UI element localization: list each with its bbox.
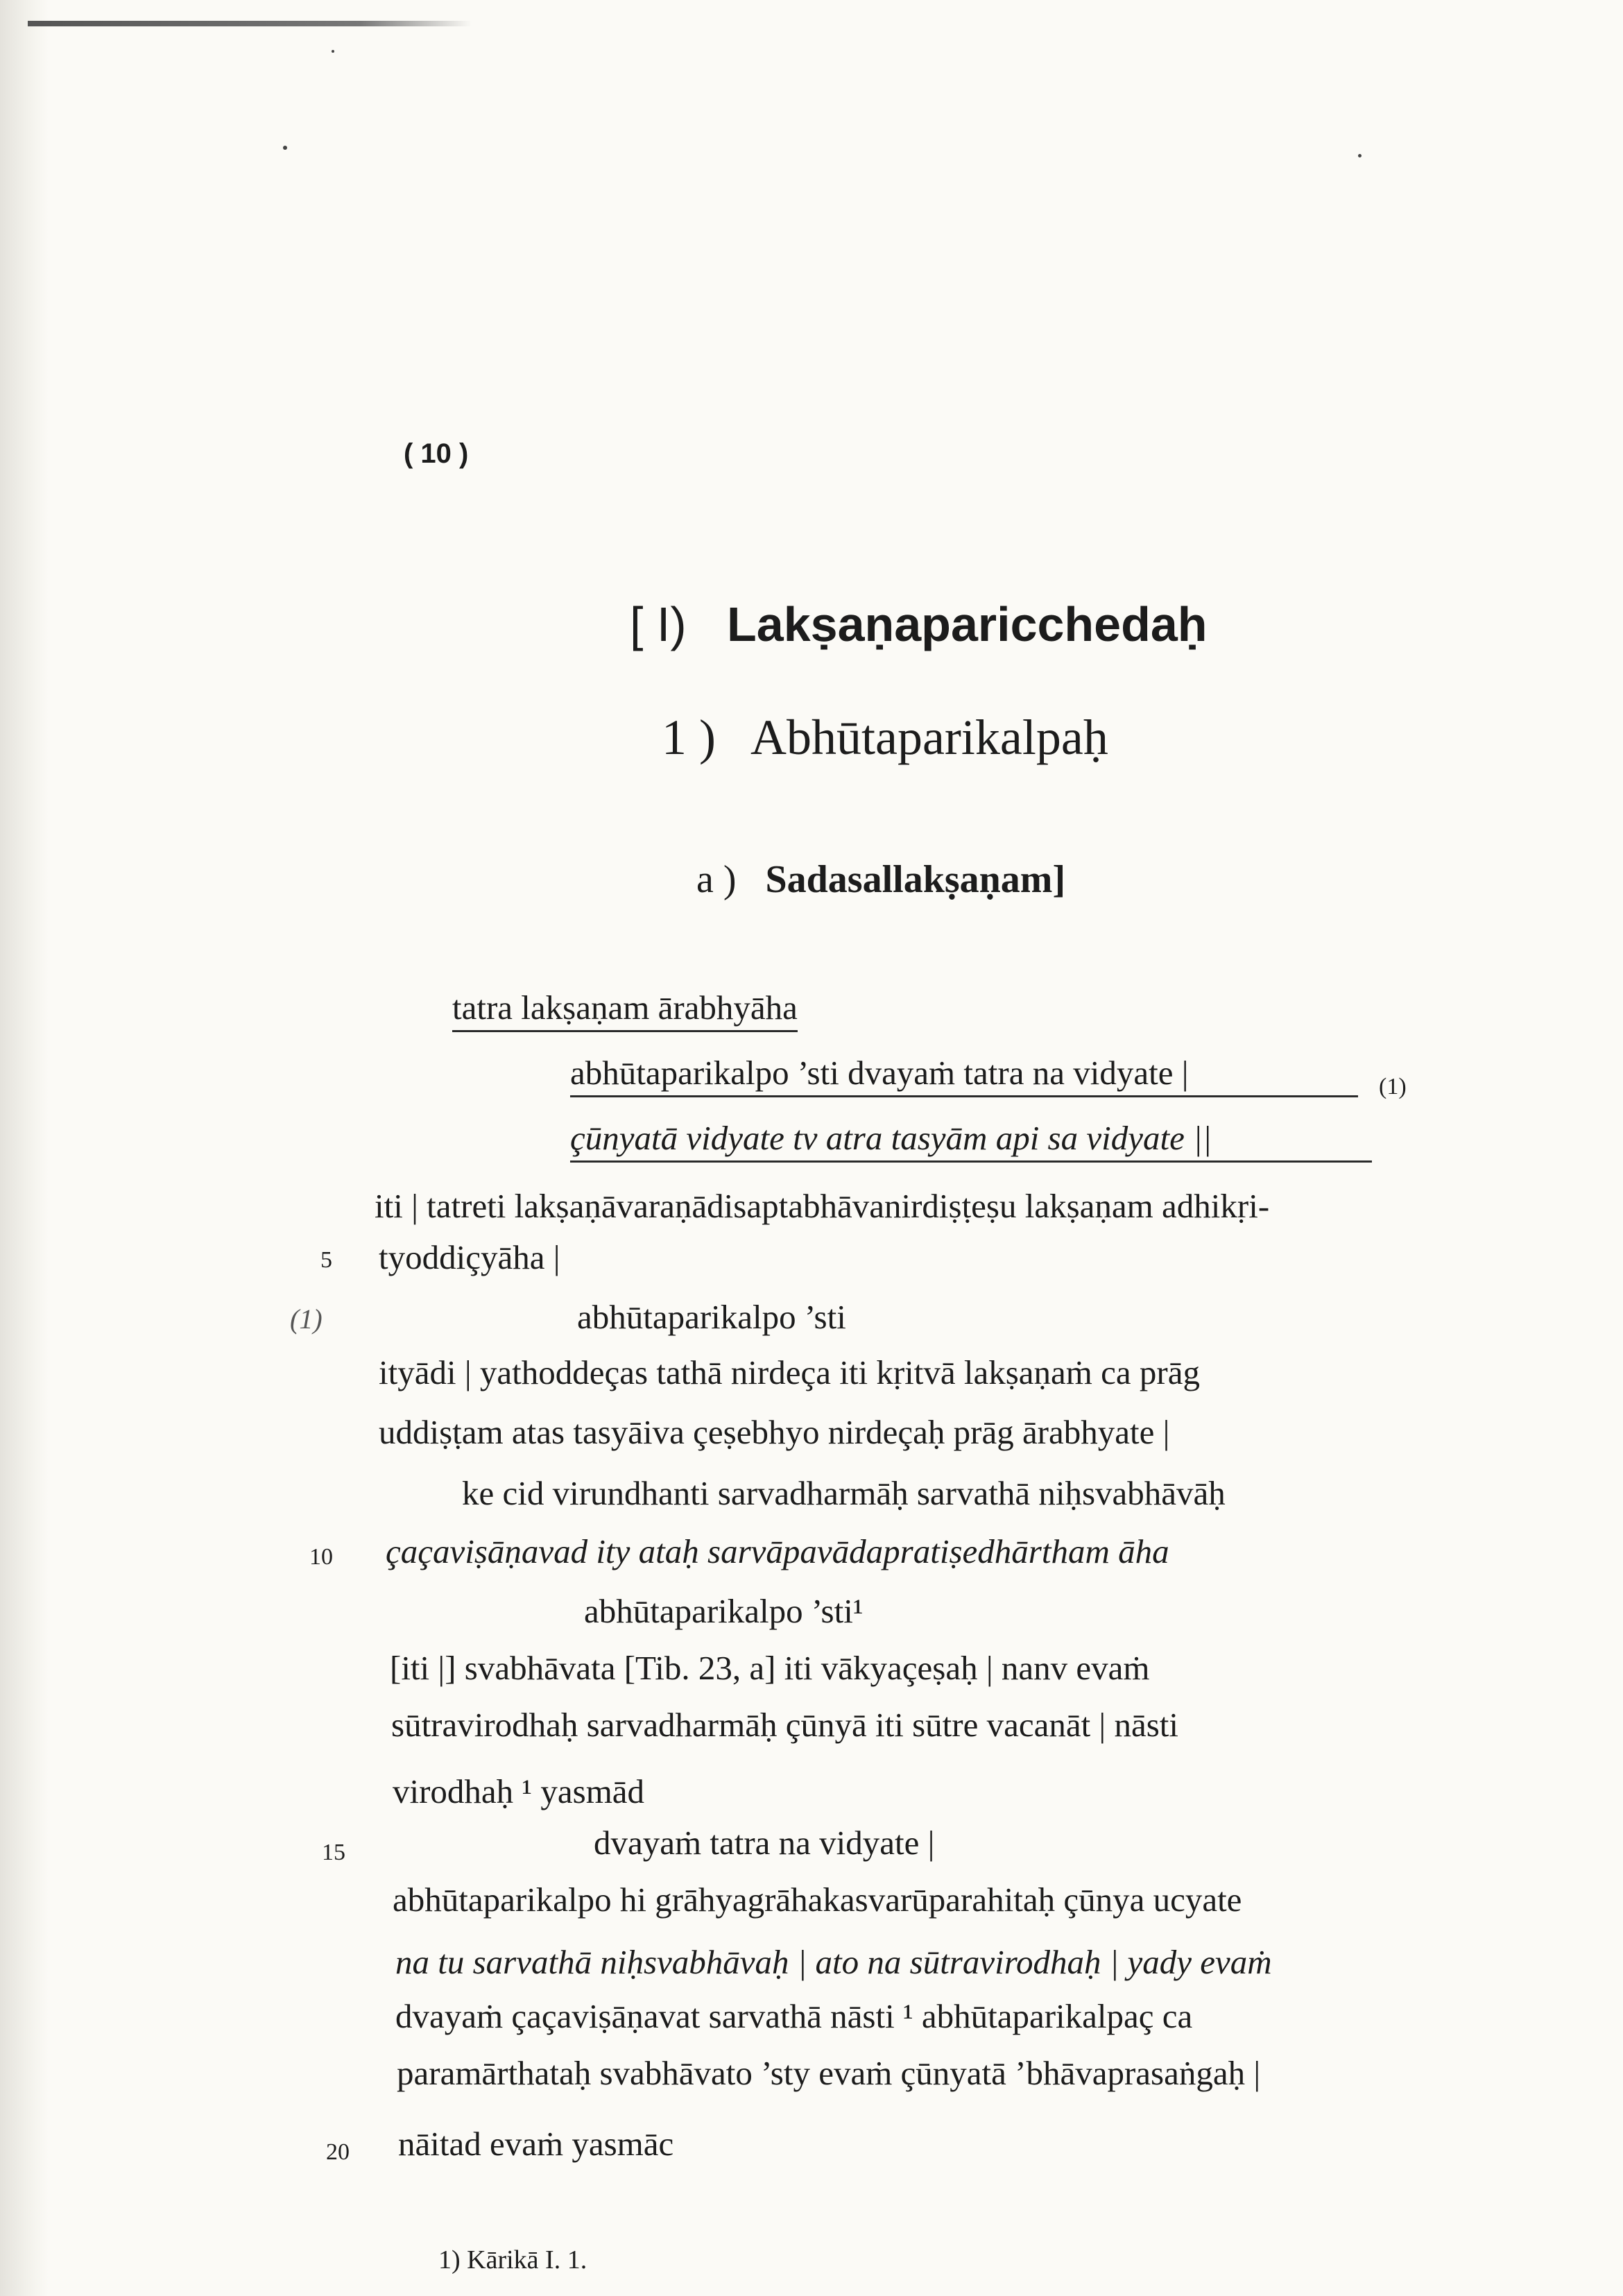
body-line-7: çaçaviṣāṇavad ity ataḥ sarvāpavādapratiṣedhārtham āha xyxy=(386,1532,1169,1570)
intro-line: tatra lakṣaṇam ārabhyāha xyxy=(452,988,798,1032)
karika-margin-mark: (1) xyxy=(1379,1074,1407,1099)
subsection-title: Sadasallakṣaṇam] xyxy=(765,858,1066,901)
body-line-15: dvayaṁ çaçaviṣāṇavat sarvathā nāsti ¹ abhūtaparikalpaç ca xyxy=(395,1997,1193,2035)
line-number: 10 xyxy=(309,1544,333,1570)
scan-top-rule xyxy=(28,21,472,26)
body-line-17: nāitad evaṁ yasmāc xyxy=(398,2125,674,2163)
line-number: 20 xyxy=(326,2139,350,2165)
subsection-heading xyxy=(696,857,1065,902)
page-number: ( 10 ) xyxy=(404,438,469,469)
karika-line-2: çūnyatā vidyate tv atra tasyām api sa vidyate || xyxy=(570,1118,1372,1163)
body-line-6: ke cid virundhanti sarvadharmāḥ sarvathā niḥsvabhāvāḥ xyxy=(462,1474,1226,1512)
body-line-5: uddiṣṭam atas tasyāiva çeṣebhyo nirdeçaḥ prāg ārabhyate | xyxy=(379,1413,1170,1451)
chapter-label: [ I) xyxy=(630,597,687,651)
body-line-14: na tu sarvathā niḥsvabhāvaḥ | ato na sūtravirodhaḥ | yady evaṁ xyxy=(395,1943,1272,1981)
body-line-8: abhūtaparikalpo ’sti¹ xyxy=(584,1592,864,1630)
footnote: 1) Kārikā I. 1. xyxy=(438,2245,587,2274)
body-line-9: [iti |] svabhāvata [Tib. 23, a] iti vākyaçeṣaḥ | nanv evaṁ xyxy=(390,1649,1150,1687)
karika-line-1: abhūtaparikalpo ’sti dvayaṁ tatra na vidyate | xyxy=(570,1053,1358,1097)
section-title: Abhūtaparikalpaḥ xyxy=(750,710,1108,765)
section-label: 1 ) xyxy=(662,710,716,765)
body-line-3: abhūtaparikalpo ’sti xyxy=(577,1298,846,1336)
body-line-13: abhūtaparikalpo hi grāhyagrāhakasvarūparahitaḥ çūnya ucyate xyxy=(393,1881,1242,1919)
body-line-1: iti | tatreti lakṣaṇāvaraṇādisaptabhāvanirdiṣṭeṣu lakṣaṇam adhikṛi- xyxy=(375,1187,1270,1225)
body-line-4: ityādi | yathoddeças tathā nirdeça iti kṛitvā lakṣaṇaṁ ca prāg xyxy=(379,1353,1200,1391)
subsection-label: a ) xyxy=(696,858,737,901)
line-number: 5 xyxy=(320,1247,332,1273)
scan-speck xyxy=(1358,154,1362,157)
scan-speck xyxy=(283,146,287,150)
margin-note: (1) xyxy=(290,1303,323,1335)
body-line-11: virodhaḥ ¹ yasmād xyxy=(393,1772,645,1810)
line-number: 15 xyxy=(322,1840,345,1865)
body-line-16: paramārthataḥ svabhāvato ’sty evaṁ çūnyatā ’bhāvaprasaṅgaḥ | xyxy=(397,2054,1261,2092)
body-line-2: tyoddiçyāha | xyxy=(379,1238,560,1276)
body-line-12: dvayaṁ tatra na vidyate | xyxy=(594,1824,935,1862)
section-heading xyxy=(662,709,1108,766)
body-line-10: sūtravirodhaḥ sarvadharmāḥ çūnyā iti sūtre vacanāt | nāsti xyxy=(391,1706,1179,1744)
chapter-heading xyxy=(630,597,1208,652)
chapter-title: Lakṣaṇaparicchedaḥ xyxy=(727,597,1208,651)
scan-edge-shadow xyxy=(0,0,49,2296)
scan-speck xyxy=(332,50,334,53)
